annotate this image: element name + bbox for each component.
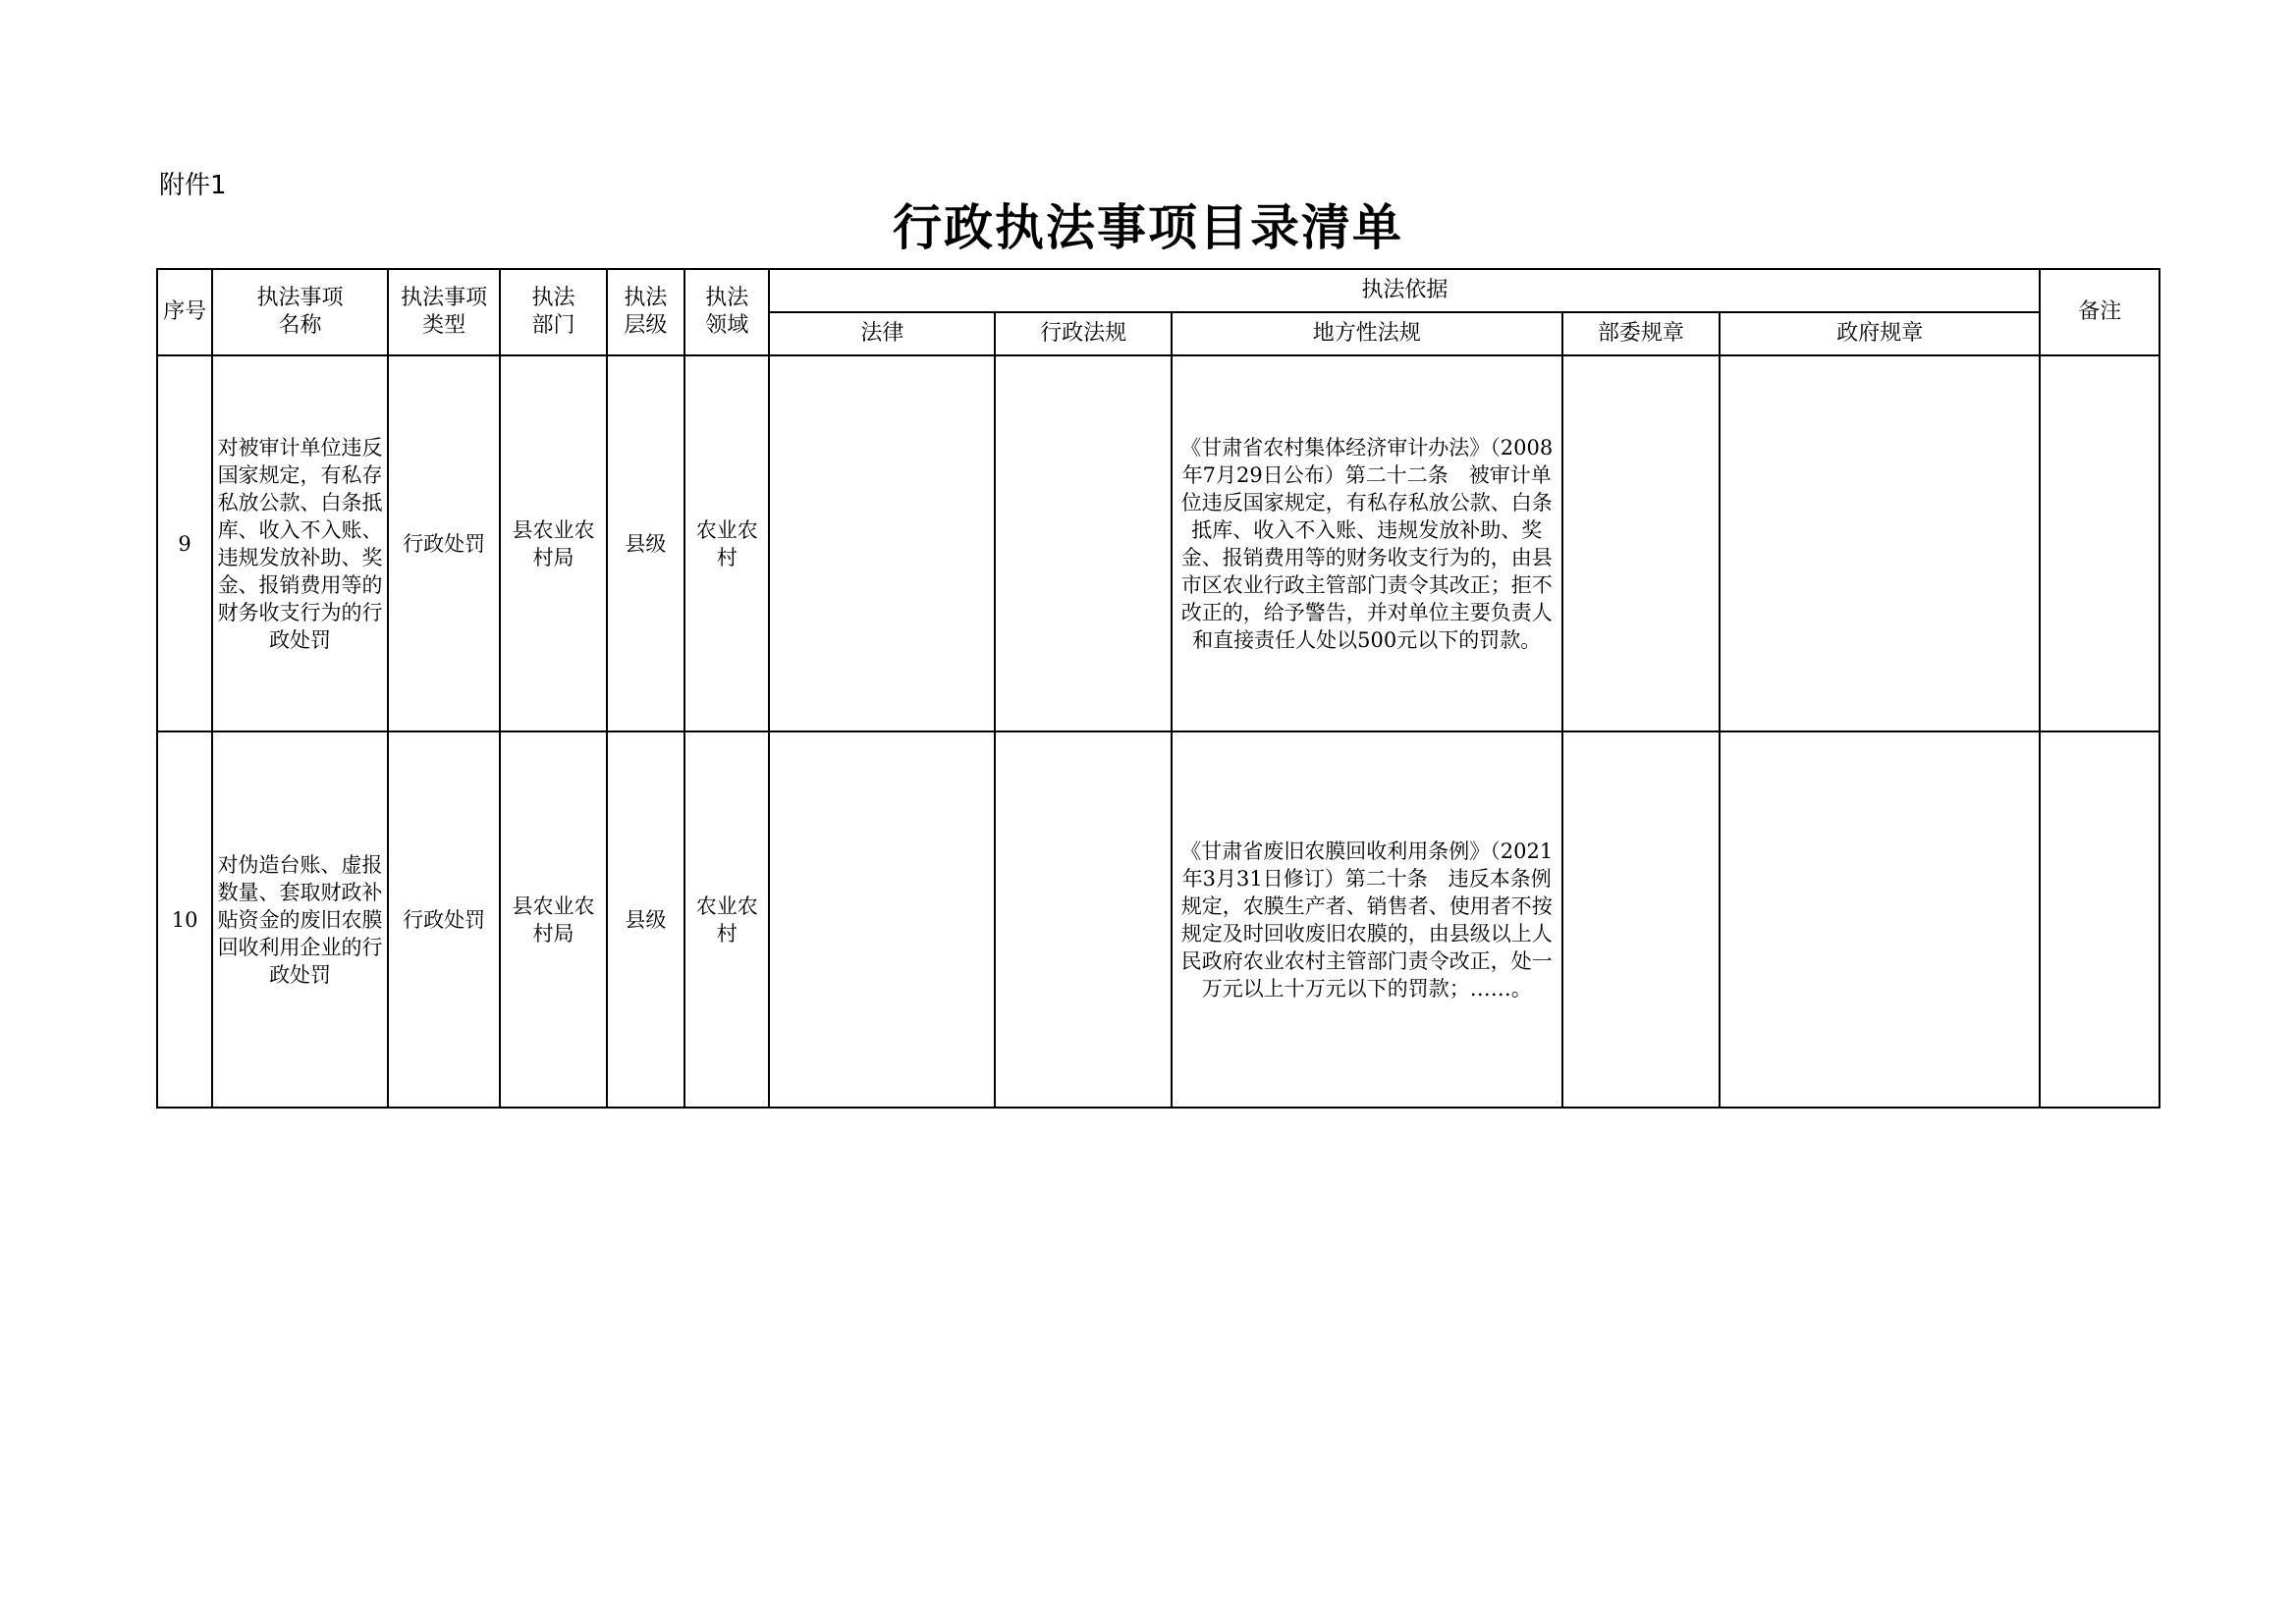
table-row (157, 355, 2159, 731)
row-field: 农业农村 (684, 731, 769, 1108)
row-ministry-rule (1562, 355, 1721, 731)
header-item-type-line2: 类型 (422, 313, 466, 338)
table-row (157, 731, 2159, 1108)
header-seq: 序号 (157, 269, 212, 355)
row-seq: 9 (157, 355, 212, 731)
header-ministry-rule: 部委规章 (1562, 312, 1721, 355)
row-admin-reg (995, 731, 1172, 1108)
header-dept-line1: 执法 (531, 286, 575, 310)
row-item-name: 对伪造台账、虚报数量、套取财政补贴资金的废旧农膜回收利用企业的行政处罚 (212, 731, 388, 1108)
header-gov-rule: 政府规章 (1720, 312, 2040, 355)
row-dept: 县农业农村局 (500, 355, 606, 731)
header-admin-reg: 行政法规 (995, 312, 1172, 355)
header-level (607, 269, 684, 355)
row-level: 县级 (607, 731, 684, 1108)
row-level: 县级 (607, 355, 684, 731)
header-field-line2: 领域 (705, 313, 749, 338)
row-ministry-rule (1562, 731, 1721, 1108)
row-remarks (2040, 731, 2159, 1108)
row-item-name: 对被审计单位违反国家规定，有私存私放公款、白条抵库、收入不入账、违规发放补助、奖金、报销费用等的财务收支行为的行政处罚 (212, 355, 388, 731)
row-dept: 县农业农村局 (500, 731, 606, 1108)
row-field: 农业农村 (684, 355, 769, 731)
row-item-type: 行政处罚 (388, 355, 500, 731)
header-level-line1: 执法 (624, 286, 668, 310)
header-law: 法律 (769, 312, 995, 355)
header-item-name (212, 269, 388, 355)
header-dept-line2: 部门 (531, 313, 575, 338)
header-item-type (388, 269, 500, 355)
header-local-reg: 地方性法规 (1172, 312, 1562, 355)
enforcement-items-table (156, 268, 2160, 1109)
row-local-reg: 《甘肃省废旧农膜回收利用条例》（2021年3月31日修订）第二十条 违反本条例规定，农膜生产者、销售者、使用者不按规定及时回收废旧农膜的，由县级以上人民政府农业农村主管部门责令改正，处一万元以上十万元以下的罚款；……。 (1172, 731, 1562, 1108)
header-dept (500, 269, 606, 355)
row-law (769, 731, 995, 1108)
document-title: 行政执法事项目录清单 (893, 198, 1403, 256)
row-local-reg: 《甘肃省农村集体经济审计办法》（2008年7月29日公布）第二十二条 被审计单位违反国家规定，有私存私放公款、白条抵库、收入不入账、违规发放补助、奖金、报销费用等的财务收支行为的，由县市区农业行政主管部门责令其改正；拒不改正的，给予警告，并对单位主要负责人和直接责任人处以500元以下的罚款。 (1172, 355, 1562, 731)
header-field (684, 269, 769, 355)
header-field-line1: 执法 (705, 286, 749, 310)
row-gov-rule (1720, 355, 2040, 731)
header-level-line2: 层级 (624, 313, 668, 338)
header-item-type-line1: 执法事项 (401, 286, 488, 310)
row-law (769, 355, 995, 731)
header-item-name-line1: 执法事项 (256, 286, 344, 310)
row-remarks (2040, 355, 2159, 731)
header-remarks: 备注 (2040, 269, 2159, 355)
row-item-type: 行政处罚 (388, 731, 500, 1108)
row-seq: 10 (157, 731, 212, 1108)
attachment-label: 附件1 (159, 171, 227, 200)
header-basis: 执法依据 (769, 269, 2040, 312)
row-admin-reg (995, 355, 1172, 731)
row-gov-rule (1720, 731, 2040, 1108)
header-item-name-line2: 名称 (278, 313, 322, 338)
